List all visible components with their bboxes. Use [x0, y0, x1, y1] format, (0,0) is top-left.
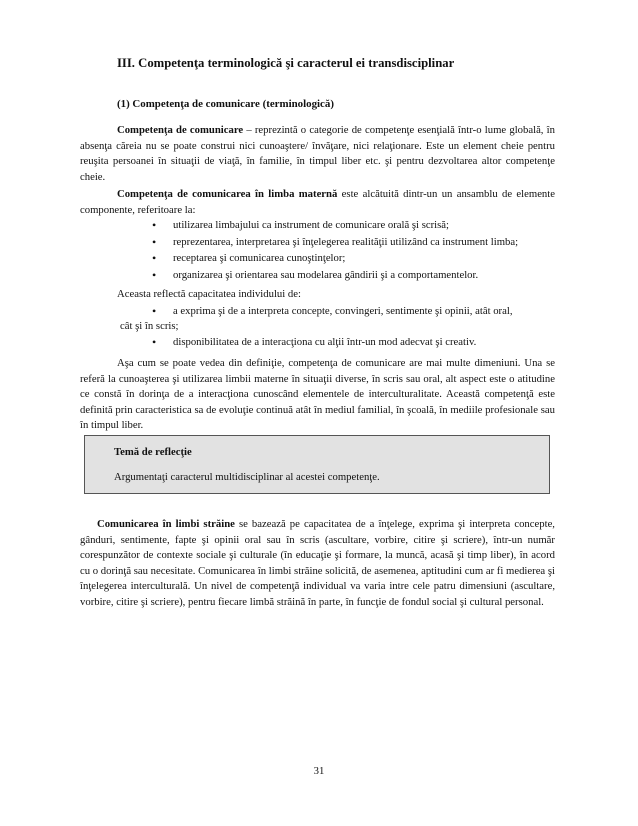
list-item: • receptarea şi comunicarea cunoştinţelor;: [173, 251, 518, 268]
paragraph-capacity-intro: Aceasta reflectă capacitatea individului de:: [117, 288, 301, 300]
bullet-list-capacity-2: [173, 335, 476, 351]
section-heading: III. Competenţa terminologică şi caracterul ei transdisciplinar: [117, 56, 455, 70]
reflection-box: [84, 435, 550, 494]
bullet-list-components: [173, 218, 518, 284]
paragraph-text: – reprezintă o categorie de competenţe esenţială într-o lume globală, în absenţa căreia nu se poate construi nici cunoaştere/ învăţare, nici relaţionare. Este un element cheie pentru reuşita persoanei în situaţii de viaţă, în familie, în timpul liber etc. şi pentru dezvoltarea altor competenţe cheie.: [80, 124, 555, 183]
list-item: • a exprima şi de a interpreta concepte, convingeri, sentimente şi opinii, atât oral,: [173, 304, 513, 320]
bullet-list-capacity-1: [173, 304, 513, 320]
paragraph-mother-tongue: [80, 187, 555, 218]
list-item: • reprezentarea, interpretarea şi înţelegerea realităţii utilizând ca instrument limba;: [173, 235, 518, 252]
paragraph-foreign-languages: [80, 517, 555, 610]
paragraph-text: este alcătuită dintr-un un ansamblu de elemente componente, referitoare la:: [80, 188, 555, 216]
paragraph-lead: Competenţa de comunicarea în limba maternă: [117, 188, 338, 200]
reflection-box-text: Argumentaţi caracterul multidisciplinar al acestei competenţe.: [114, 471, 380, 483]
list-item: • organizarea şi orientarea sau modelarea gândirii şi a comportamentelor.: [173, 268, 518, 285]
subsection-heading: (1) Competenţa de comunicare (terminologică): [117, 98, 334, 110]
list-item-continuation: cât şi în scris;: [120, 320, 179, 332]
reflection-box-title: Temă de reflecţie: [114, 446, 192, 458]
page-number: 31: [313, 765, 325, 777]
list-item: • disponibilitatea de a interacţiona cu alţii într-un mod adecvat şi creativ.: [173, 335, 476, 351]
paragraph-lead: Comunicarea în limbi străine: [97, 518, 235, 530]
list-item: • utilizarea limbajului ca instrument de comunicare orală şi scrisă;: [173, 218, 518, 235]
paragraph-dimensions: Aşa cum se poate vedea din definiţie, competenţa de comunicare are mai multe dimeniuni. Una se referă la cunoaşterea şi utilizarea limbii materne în situaţii diverse, în scris sau oral, alt aspect este o atitudine ce constă în dorinţa de a interacţiona cunoscând elementele de interculturalitate. Această competenţă este definită prin caracteristica sa de evoluţie continuă atât în mediul familial, în şcoală, în mediile profesionale sau în timpul liber.: [80, 357, 555, 431]
paragraph-lead: Competenţa de comunicare: [117, 124, 244, 136]
paragraph-text: se bazează pe capacitatea de a înţelege, exprima şi interpreta concepte, gânduri, sentimente, fapte şi opinii oral sau în scris (ascultare, vorbire, citire şi scriere), într-un număr corespunzător de contexte sociale şi culturale (în educaţie şi formare, la muncă, acasă şi timp liber), în acord cu o dorinţă sau necesitate. Comunicarea în limbi străine solicită, de asemenea, aptitudini cum ar fi medierea şi înţelegerea interculturală. Un nivel de competenţă individual va varia intre cele patru dimensiuni (ascultare, vorbire, citire şi scriere), pentru fiecare limbă străină în parte, în funcţie de fondul social şi cultural personal.: [80, 518, 555, 608]
paragraph-communication-competence: [80, 123, 555, 185]
